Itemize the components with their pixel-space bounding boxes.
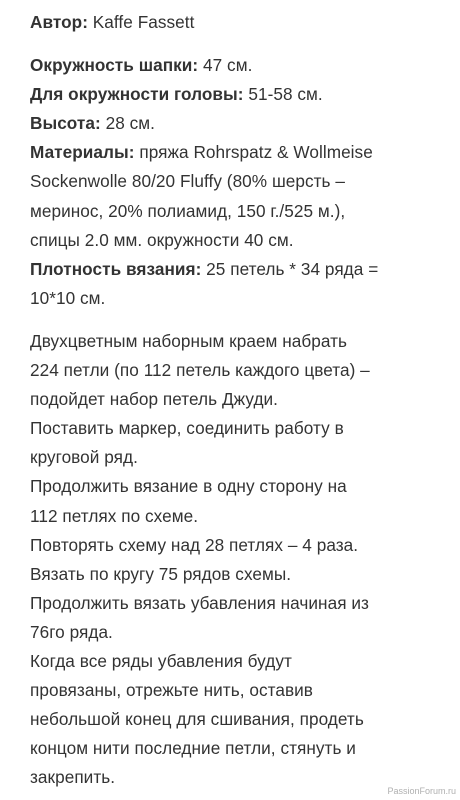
materials-label: Материалы: [30,142,135,163]
spacer [30,37,448,51]
instruction-line: подойдет набор петель Джуди. [30,389,279,410]
instruction-line: круговой ряд. [30,447,138,468]
instruction-line: Повторять схему над 28 петлях – 4 раза. [30,534,359,555]
author-value: Kaffe Fassett [87,12,195,32]
head-circumference-value: 51-58 см. [243,84,323,105]
height-label: Высота: [30,113,101,134]
materials-line [30,138,448,167]
height-line [30,109,448,138]
gauge-value: 25 петель * 34 ряда = [201,258,379,279]
materials-line-4: спицы 2.0 мм. окружности 40 см. [30,229,294,250]
instruction-line: небольшой конец для сшивания, продеть [30,709,364,730]
gauge-line [30,255,448,284]
instruction-line: Продолжить вязание в одну сторону на [30,476,347,497]
materials-value: пряжа Rohrspatz & Wollmeise [134,142,373,163]
watermark: PassionForum.ru [387,786,456,796]
instruction-line: провязаны, отрежьте нить, оставив [30,680,313,701]
instruction-line: концом нити последние петли, стянуть и [30,738,356,759]
hat-circumference-line [30,51,448,80]
author-label: Автор: [30,12,88,32]
instruction-line: 112 петлях по схеме. [30,505,199,526]
head-circumference-label: Для окружности головы: [30,84,244,105]
instruction-line: Вязать по кругу 75 рядов схемы. [30,563,292,584]
instruction-line: Продолжить вязать убавления начиная из [30,592,369,613]
materials-line-3: меринос, 20% полиамид, 150 г./525 м.), [30,200,346,221]
instruction-line: Когда все ряды убавления будут [30,650,292,671]
spacer [30,313,448,327]
head-circumference-line [30,80,448,109]
hat-circumference-label: Окружность шапки: [30,55,199,76]
instruction-line: Поставить маркер, соединить работу в [30,418,344,439]
height-value: 28 см. [100,113,155,134]
gauge-label: Плотность вязания: [30,258,202,279]
hat-circumference-value: 47 см. [198,55,253,76]
gauge-line-2: 10*10 см. [30,287,106,308]
instruction-line: 76го ряда. [30,621,113,642]
instruction-line: 224 петли (по 112 петель каждого цвета) – [30,360,370,381]
instruction-line: закрепить. [30,767,116,788]
author-line [30,8,448,37]
materials-line-2: Sockenwolle 80/20 Fluffy (80% шерсть – [30,171,346,192]
instruction-line: Двухцветным наборным краем набрать [30,330,348,351]
